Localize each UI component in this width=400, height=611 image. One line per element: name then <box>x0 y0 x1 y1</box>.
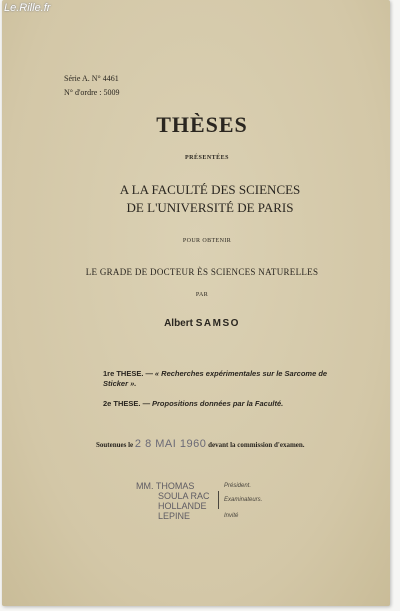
thesis-text: « Recherches expérimentales sur le Sarcome de Sticker ». <box>103 369 328 388</box>
thesis-label: 2e THESE. — <box>103 399 151 408</box>
defense-line <box>96 438 356 450</box>
jury-name: LEPINE <box>158 511 191 521</box>
jury-name: MM. THOMAS <box>136 481 195 491</box>
first-thesis <box>103 369 343 389</box>
defense-prefix: Soutenues le <box>96 441 134 449</box>
pour-obtenir-label: POUR OBTENIR <box>182 238 232 244</box>
thesis-cover-page <box>2 0 390 606</box>
page-title: THÈSES <box>156 112 248 137</box>
jury-role: Examinateurs. <box>224 497 263 503</box>
watermark-logo: Le.Rille.fr <box>4 2 51 14</box>
jury-name: SOULA RAC <box>158 491 210 501</box>
author-surname: SAMSO <box>195 318 240 329</box>
author-name <box>2 318 400 329</box>
defense-suffix: devant la commission d'examen. <box>208 441 305 449</box>
thesis-text: Propositions données par la Faculté. <box>151 399 284 408</box>
author-first-name: Albert <box>164 318 193 329</box>
degree-title: LE GRADE DE DOCTEUR ÈS SCIENCES NATURELLES <box>85 267 319 277</box>
second-thesis <box>103 399 343 409</box>
thesis-label: 1re THESE. — <box>103 369 154 378</box>
jury-role: Président. <box>224 483 252 489</box>
brace-mark <box>218 491 221 509</box>
presentees-label: PRÉSENTÉES <box>184 155 229 161</box>
date-stamp: 2 8 MAI 1960 <box>134 438 207 450</box>
faculty-block <box>2 181 400 217</box>
faculty-line-1: A LA FACULTÉ DES SCIENCES <box>119 182 301 197</box>
ordre-number: N° d'ordre : 5009 <box>64 88 120 97</box>
par-label: PAR <box>195 292 209 298</box>
jury-name: HOLLANDE <box>158 501 207 511</box>
faculty-line-2: DE L'UNIVERSITÉ DE PARIS <box>126 200 294 215</box>
jury-role: Invité <box>224 513 239 519</box>
serie-number: Série A. N° 4461 <box>64 74 119 83</box>
